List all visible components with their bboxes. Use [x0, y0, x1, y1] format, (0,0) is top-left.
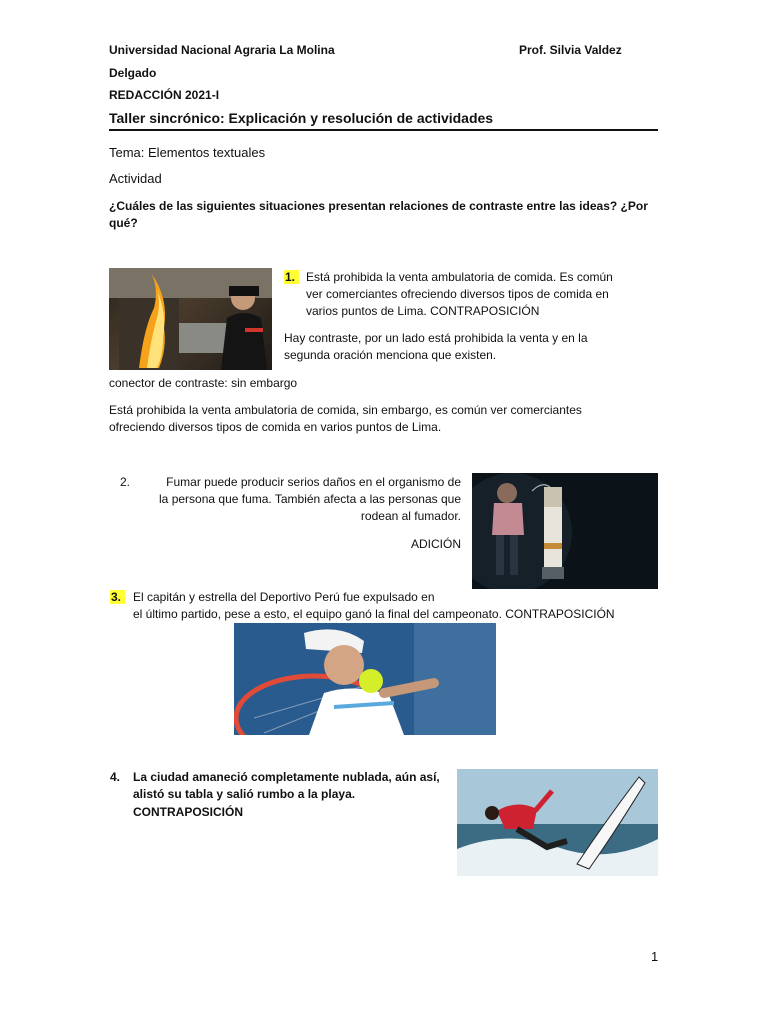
- surfer-image: [457, 769, 658, 876]
- item-2-number: 2.: [120, 475, 131, 489]
- course-code: REDACCIÓN 2021-I: [109, 88, 220, 102]
- university-name: Universidad Nacional Agraria La Molina: [109, 43, 335, 57]
- tennis-player-illustration: [234, 623, 496, 735]
- item-1-line-1: Está prohibida la venta ambulatoria de comida. Es común: [306, 270, 613, 284]
- item-2-line-2: la persona que fuma. También afecta a las personas que: [159, 492, 461, 506]
- item-2-line-1: Fumar puede producir serios daños en el organismo de: [166, 475, 461, 489]
- tennis-player-image: [234, 623, 496, 735]
- topic: Tema: Elementos textuales: [109, 145, 266, 160]
- item-1-explanation-line-2: segunda oración menciona que existen.: [284, 348, 497, 362]
- item-3-line-2: el último partido, pese a esto, el equipo ganó la final del campeonato. CONTRAPOSICIÓN: [133, 607, 615, 621]
- item-3-line-1: El capitán y estrella del Deportivo Perú fue expulsado en: [133, 590, 435, 604]
- question-line-1: ¿Cuáles de las siguientes situaciones presentan relaciones de contraste entre las ideas? ¿Por: [109, 199, 648, 213]
- surfer-illustration: [457, 769, 658, 876]
- item-1-line-3: varios puntos de Lima. CONTRAPOSICIÓN: [306, 304, 540, 318]
- item-4-line-1: La ciudad amaneció completamente nublada, aún así,: [133, 770, 440, 784]
- page-number: 1: [651, 949, 659, 964]
- street-food-vendor-illustration: [109, 268, 272, 370]
- item-4-line-3: CONTRAPOSICIÓN: [133, 805, 244, 819]
- activity-label: Actividad: [109, 171, 162, 186]
- item-2-line-3: rodean al fumador.: [360, 509, 461, 523]
- item-1-explanation-line-1: Hay contraste, por un lado está prohibida la venta y en la: [284, 331, 588, 345]
- header-divider: [109, 129, 658, 131]
- smoking-child-illustration: [472, 473, 658, 589]
- item-1-number: 1.: [284, 270, 299, 284]
- professor-name: Prof. Silvia Valdez: [519, 43, 622, 57]
- item-2-answer: ADICIÓN: [410, 537, 461, 551]
- smoking-child-image: [472, 473, 658, 589]
- question-line-2: qué?: [109, 216, 138, 230]
- item-1-connector: conector de contraste: sin embargo: [109, 376, 298, 390]
- item-1-line-2: ver comerciantes ofreciendo diversos tipos de comida en: [306, 287, 609, 301]
- street-food-vendor-image: [109, 268, 272, 370]
- workshop-title: Taller sincrónico: Explicación y resolución de actividades: [109, 110, 494, 126]
- professor-name-continued: Delgado: [109, 66, 157, 80]
- item-1-rewrite-line-2: ofreciendo diversos tipos de comida en varios puntos de Lima.: [109, 420, 442, 434]
- item-4-number: 4.: [110, 770, 121, 784]
- item-4-line-2: alistó su tabla y salió rumbo a la playa.: [133, 787, 356, 801]
- item-1-rewrite-line-1: Está prohibida la venta ambulatoria de comida, sin embargo, es común ver comerciantes: [109, 403, 582, 417]
- item-3-number: 3.: [110, 590, 125, 604]
